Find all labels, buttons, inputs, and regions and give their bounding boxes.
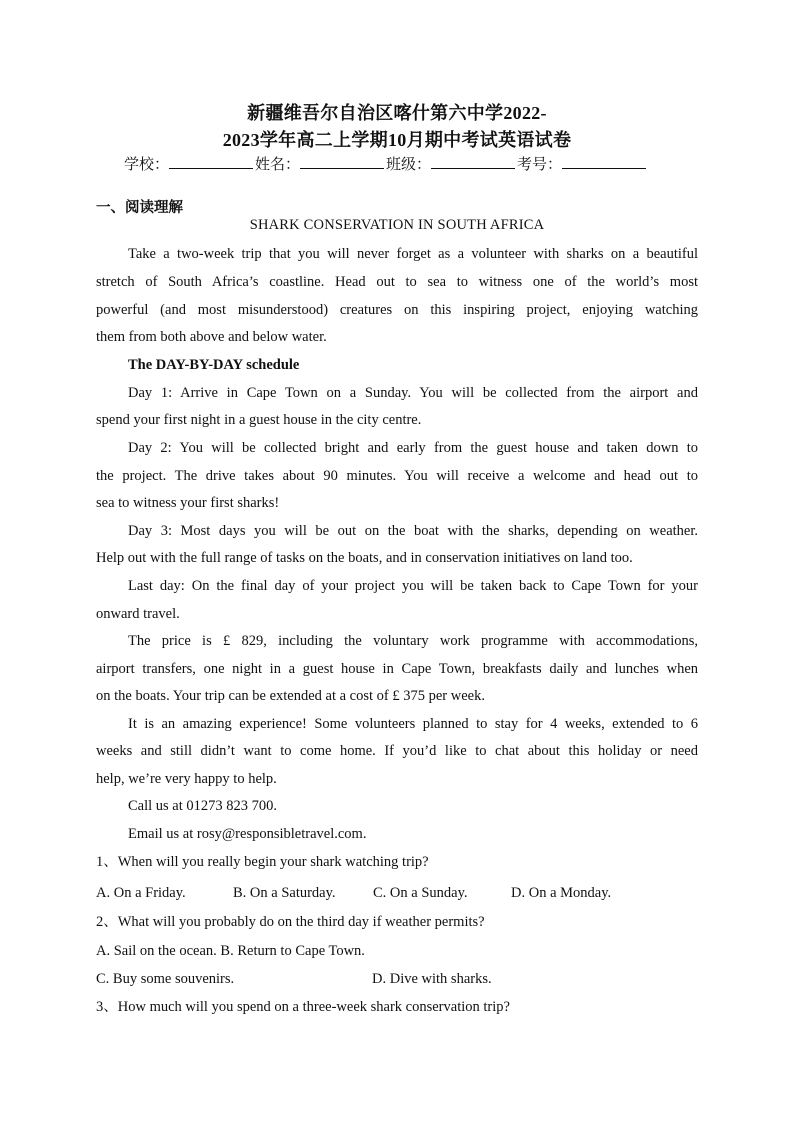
contact-phone: Call us at 01273 823 700.: [128, 798, 278, 814]
class-blank: [431, 154, 515, 169]
school-blank: [169, 154, 253, 169]
contact-email: Email us at rosy@responsibletravel.com.: [128, 826, 367, 842]
article-line: Day 2: You will be collected bright and early from the guest house and taken down to: [128, 440, 698, 456]
q2-option-a-b[interactable]: A. Sail on the ocean. B. Return to Cape Town.: [96, 943, 365, 959]
article-line: powerful (and most misunderstood) creatures on this inspiring project, enjoying watching: [96, 302, 698, 318]
section-heading: 一、阅读理解: [96, 200, 183, 216]
article-line: onward travel.: [96, 606, 180, 622]
q1-option-d[interactable]: D. On a Monday.: [511, 885, 612, 901]
article-line: It is an amazing experience! Some volunteers planned to stay for 4 weeks, extended to 6: [128, 716, 698, 732]
question-1-stem: 1、When will you really begin your shark watching trip?: [96, 854, 429, 870]
article-line: Take a two-week trip that you will never forget as a volunteer with sharks on a beautiful: [128, 246, 698, 262]
article-line: sea to witness your first sharks!: [96, 495, 280, 511]
student-info-line: [124, 153, 684, 174]
exam-number-blank: [562, 154, 646, 169]
article-line: the project. The drive takes about 90 minutes. You will receive a welcome and head out to: [96, 468, 698, 484]
q1-option-c[interactable]: C. On a Sunday.: [373, 885, 468, 901]
name-blank: [300, 154, 384, 169]
q1-option-a[interactable]: A. On a Friday.: [96, 885, 186, 901]
article-line: Day 1: Arrive in Cape Town on a Sunday. You will be collected from the airport and: [128, 385, 698, 401]
article-line: them from both above and below water.: [96, 329, 327, 345]
article-line: Help out with the full range of tasks on the boats, and in conservation initiatives on land too.: [96, 550, 633, 566]
article-line: airport transfers, one night in a guest house in Cape Town, breakfasts daily and lunches when: [96, 661, 698, 677]
q2-option-c[interactable]: C. Buy some souvenirs.: [96, 971, 235, 987]
article-line: help, we’re very happy to help.: [96, 771, 277, 787]
q2-option-d[interactable]: D. Dive with sharks.: [372, 971, 492, 987]
article-line: stretch of South Africa’s coastline. Head out to sea to witness one of the world’s most: [96, 274, 698, 290]
exam-number-label: 考号：: [517, 157, 563, 173]
class-label: 班级：: [386, 157, 432, 173]
q1-option-b[interactable]: B. On a Saturday.: [233, 885, 336, 901]
article-line: spend your first night in a guest house in the city centre.: [96, 412, 422, 428]
question-2-stem: 2、What will you probably do on the third day if weather permits?: [96, 914, 485, 930]
school-label: 学校：: [124, 157, 170, 173]
article-line: Last day: On the final day of your project you will be taken back to Cape Town for your: [128, 578, 698, 594]
name-label: 姓名：: [255, 157, 301, 173]
article-line: The price is £ 829, including the voluntary work programme with accommodations,: [128, 633, 698, 649]
article-line: on the boats. Your trip can be extended at a cost of £ 375 per week.: [96, 688, 485, 704]
schedule-heading: The DAY-BY-DAY schedule: [128, 357, 300, 373]
exam-title-line1: 新疆维吾尔自治区喀什第六中学2022-: [247, 103, 547, 123]
article-line: weeks and still didn’t want to come home. If you’d like to chat about this holiday or need: [96, 743, 698, 759]
exam-title-line2: 2023学年高二上学期10月期中考试英语试卷: [222, 130, 572, 150]
question-3-stem: 3、How much will you spend on a three-week shark conservation trip?: [96, 999, 510, 1015]
article-title: SHARK CONSERVATION IN SOUTH AFRICA: [249, 217, 545, 233]
article-line: Day 3: Most days you will be out on the boat with the sharks, depending on weather.: [128, 523, 698, 539]
